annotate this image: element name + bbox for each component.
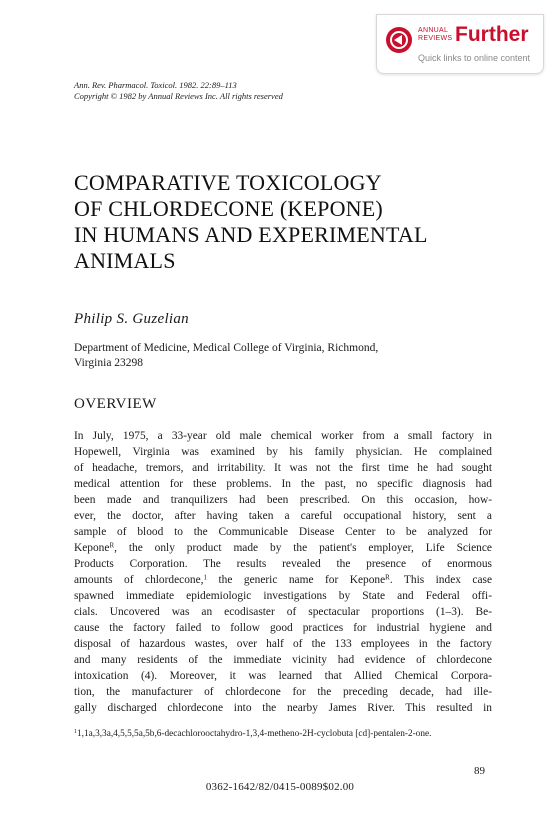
author-name: Philip S. Guzelian xyxy=(74,311,189,327)
title-line: OF CHLORDECONE (KEPONE) xyxy=(74,196,383,221)
body-line: gally discharged chlordecone into the nearby James River. This resulted in xyxy=(74,702,492,714)
body-paragraph xyxy=(74,428,492,716)
body-text-fragment: , the only product made by the patient's employer, Life Science xyxy=(114,542,492,554)
body-line: Hopewell, Virginia was examined by his family physician. He complained xyxy=(74,446,492,458)
body-line: spawned immediate epidemiologic investigations by State and Federal offi- xyxy=(74,590,492,602)
citation-line-2: Copyright © 1982 by Annual Reviews Inc. All rights reserved xyxy=(74,91,283,101)
title-line: COMPARATIVE TOXICOLOGY xyxy=(74,170,382,195)
page-number: 89 xyxy=(474,765,485,777)
badge-further-label: Further xyxy=(455,23,529,46)
author-affiliation xyxy=(74,341,378,371)
further-badge[interactable] xyxy=(376,14,544,74)
body-line: tion, the manufacturer of chlordecone for the preceding decade, had ille- xyxy=(74,686,492,698)
affiliation-line-2: Virginia 23298 xyxy=(74,357,144,369)
title-line: IN HUMANS AND EXPERIMENTAL xyxy=(74,222,428,247)
badge-brand-line: ANNUAL REVIEWS xyxy=(418,27,453,42)
body-line: In July, 1975, a 33-year old male chemical worker from a small factory in xyxy=(74,430,492,442)
body-line: been made and tranquilizers had been prescribed. On this occasion, how- xyxy=(74,494,492,506)
body-text-fragment: Kepone xyxy=(74,542,110,554)
title-line: ANIMALS xyxy=(74,248,176,273)
body-line xyxy=(74,572,492,588)
body-text-fragment: the generic name for Kepone xyxy=(207,574,386,586)
body-line: and many residents of the immediate vicinity had evidence of chlordecone xyxy=(74,654,492,666)
body-line: ever, the doctor, after having taken a careful occupational history, sent a xyxy=(74,510,492,522)
section-heading: OVERVIEW xyxy=(74,396,157,412)
journal-citation xyxy=(74,80,283,102)
footnote xyxy=(74,728,492,741)
registered-superscript: R xyxy=(385,573,390,582)
body-line xyxy=(74,540,492,556)
body-line: Products Corporation. The results revealed the presence of enormous xyxy=(74,558,492,570)
article-title xyxy=(74,170,428,274)
play-back-icon xyxy=(386,27,412,53)
body-line: sample of blood to the Communicable Disease Center to be analyzed for xyxy=(74,526,492,538)
registered-superscript: R xyxy=(109,541,115,550)
price-code: 0362-1642/82/0415-0089$02.00 xyxy=(205,781,355,793)
footnote-marker: 1 xyxy=(74,729,77,735)
body-line: medical attention for these problems. In the past, no specific diagnosis had xyxy=(74,478,492,490)
body-line: cials. Uncovered was an ecodisaster of spectacular proportions (1–3). Be- xyxy=(74,606,492,618)
affiliation-line-1: Department of Medicine, Medical College of Virginia, Richmond, xyxy=(74,342,379,354)
body-line: of headache, tremors, and irritability. It was not the first time he had sought xyxy=(74,462,492,474)
footnote-text: 1,1a,3,3a,4,5,5,5a,5b,6-decachlorooctahydro-1,3,4-metheno-2H-cyclobuta [cd]-pentalen-2-one. xyxy=(77,729,432,739)
badge-quick-links[interactable]: Quick links to online content xyxy=(418,53,531,63)
body-line: disposal of hazardous wastes, over half of the 133 employees in the factory xyxy=(74,638,492,650)
body-text-fragment: amounts of chlordecone, xyxy=(74,574,204,586)
citation-line-1: Ann. Rev. Pharmacol. Toxicol. 1982. 22:89–113 xyxy=(74,80,237,90)
body-line: cause the factory failed to follow good practices for industrial hygiene and xyxy=(74,622,492,634)
body-text-fragment: . This index case xyxy=(389,574,493,586)
body-line: intoxication (4). Moreover, it was learned that Allied Chemical Corpora- xyxy=(74,670,492,682)
footnote-reference[interactable]: 1 xyxy=(203,573,208,582)
